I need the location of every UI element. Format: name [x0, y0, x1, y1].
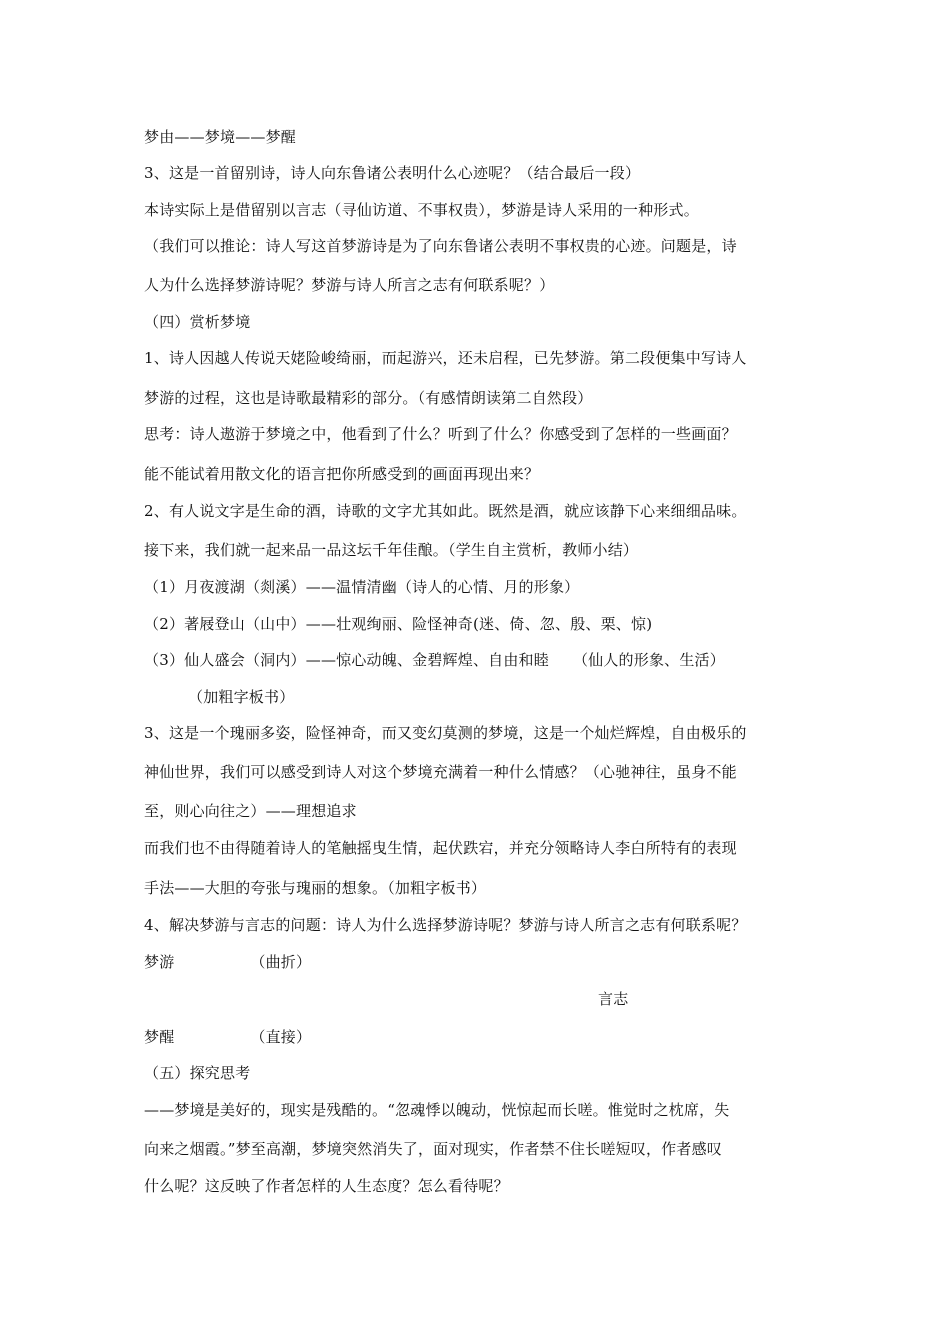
text-line: 1、诗人因越人传说天姥险峻绮丽，而起游兴，还未启程，已先梦游。第二段便集中写诗人	[144, 349, 747, 367]
text-line: 而我们也不由得随着诗人的笔触摇曳生情，起伏跌宕，并充分领略诗人李白所特有的表现	[144, 839, 737, 857]
list-item: （2）著屐登山（山中）——壮观绚丽、险怪神奇(迷、倚、忽、殷、栗、惊)	[144, 615, 653, 633]
text-line: 神仙世界，我们可以感受到诗人对这个梦境充满着一种什么情感？（心驰神往，虽身不能	[144, 763, 737, 781]
text-line: （我们可以推论：诗人写这首梦游诗是为了向东鲁诸公表明不事权贵的心迹。问题是，诗	[144, 237, 737, 255]
text-line: 本诗实际上是借留别以言志（寻仙访道、不事权贵），梦游是诗人采用的一种形式。	[144, 201, 699, 219]
text-line: 人为什么选择梦游诗呢？梦游与诗人所言之志有何联系呢？）	[144, 276, 555, 294]
diagram-row	[144, 1028, 311, 1046]
diagram-note: （曲折）	[250, 953, 312, 971]
question-line: 3、这是一首留别诗，诗人向东鲁诸公表明什么心迹呢？（结合最后一段）	[144, 164, 641, 182]
section-heading: （五）探究思考	[144, 1064, 251, 1082]
text-line: 能不能试着用散文化的语言把你所感受到的画面再现出来？	[144, 465, 540, 483]
diagram-label: 梦游	[144, 953, 175, 971]
text-line: 接下来，我们就一起来品一品这坛千年佳酿。（学生自主赏析，教师小结）	[144, 541, 639, 559]
question-line: 2、有人说文字是生命的酒，诗歌的文字尤其如此。既然是酒，就应该静下心来细细品味。	[144, 502, 747, 520]
text-line: ——梦境是美好的，现实是残酷的。“忽魂悸以魄动，恍惊起而长嗟。惟觉时之枕席，失	[144, 1101, 730, 1119]
text-line: 至，则心向往之）——理想追求	[144, 802, 357, 820]
question-line: 4、解决梦游与言志的问题：诗人为什么选择梦游诗呢？梦游与诗人所言之志有何联系呢？	[144, 916, 747, 934]
list-item-main: （3）仙人盛会（洞内）——惊心动魄、金碧辉煌、自由和睦	[144, 651, 549, 669]
question-line: 3、这是一个瑰丽多姿，险怪神奇，而又变幻莫测的梦境，这是一个灿烂辉煌，自由极乐的	[144, 724, 747, 742]
list-item: （1）月夜渡湖（剡溪）——温情清幽（诗人的心情、月的形象）	[144, 578, 580, 596]
text-line: 思考：诗人遨游于梦境之中，他看到了什么？听到了什么？你感受到了怎样的一些画面？	[144, 425, 737, 443]
text-line: 手法——大胆的夸张与瑰丽的想象。（加粗字板书）	[144, 879, 487, 897]
list-item	[144, 651, 725, 669]
section-heading: （四）赏析梦境	[144, 313, 251, 331]
diagram-label: 言志	[598, 990, 629, 1008]
text-line: 梦游的过程，这也是诗歌最精彩的部分。（有感情朗读第二自然段）	[144, 389, 593, 407]
diagram-note: （直接）	[250, 1028, 312, 1046]
diagram-label: 梦醒	[144, 1028, 175, 1046]
text-line: 梦由——梦境——梦醒	[144, 128, 297, 146]
text-line: 什么呢？这反映了作者怎样的人生态度？怎么看待呢？	[144, 1177, 509, 1195]
diagram-row	[144, 953, 311, 971]
text-line: （加粗字板书）	[188, 688, 295, 706]
text-line: 向来之烟霞。”梦至高潮，梦境突然消失了，面对现实，作者禁不住长嗟短叹，作者感叹	[144, 1140, 722, 1158]
list-item-note: （仙人的形象、生活）	[572, 651, 725, 669]
